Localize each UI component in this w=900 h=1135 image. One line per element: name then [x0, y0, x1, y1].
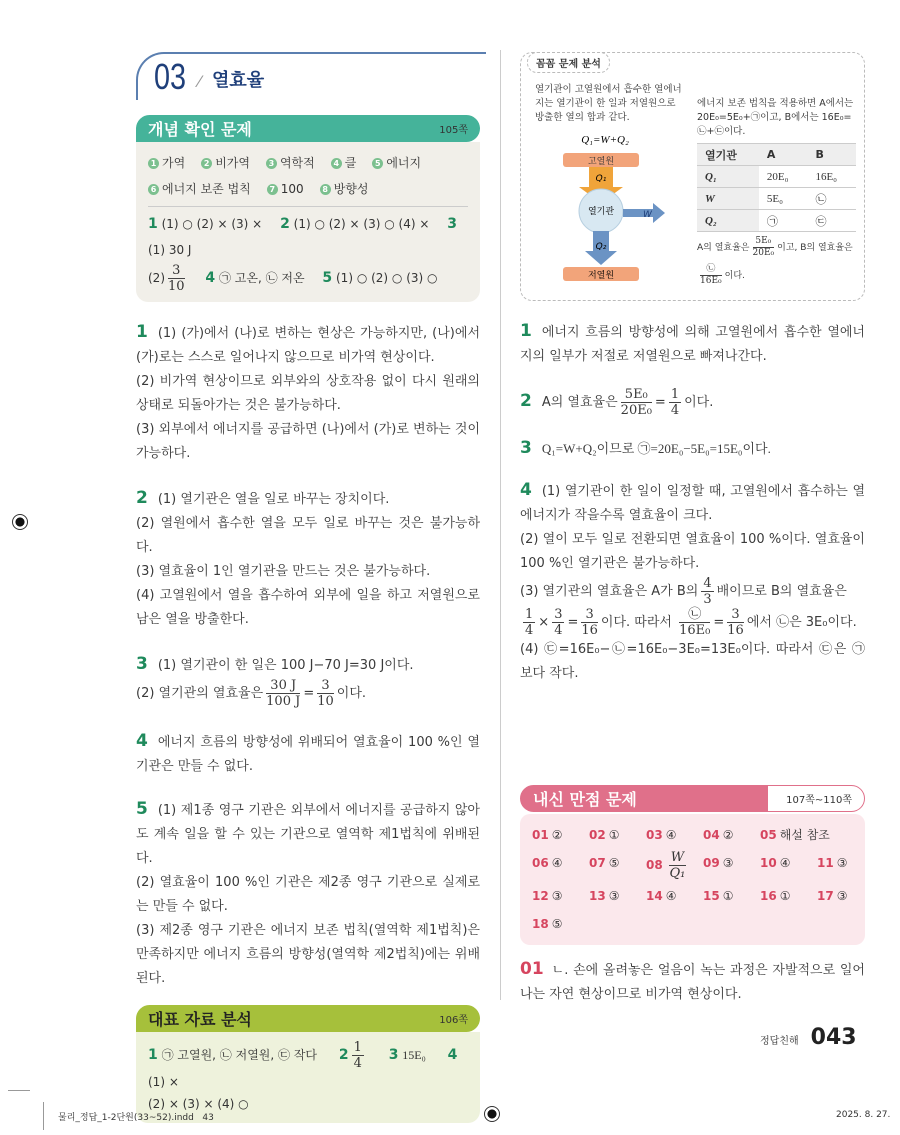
circled-number-icon: 2 — [201, 158, 212, 169]
slash-divider: ⁄ — [198, 72, 201, 91]
exam-answer-item: 01 ② — [532, 828, 563, 842]
footer-page — [760, 1025, 857, 1050]
exam-answer-item: 11 ③ — [817, 856, 848, 870]
exam-answer-item: 02 ① — [589, 828, 620, 842]
data-analysis-section — [136, 991, 480, 1123]
concept-page: 105쪽 — [439, 125, 468, 136]
table-cell: Q₂ — [697, 210, 759, 232]
svg-text:Q₂: Q₂ — [595, 242, 607, 252]
explanation-5: 5 (1) 제1종 영구 기관은 외부에서 에너지를 공급하지 않아도 계속 일을 할 수 있는 기관으로 열역학 제1법칙에 위배된다. (2) 열효율이 100 %인 기관은 제2종 영구 기관으로 실제로는 만들 수 없다. (3) 제2종 영구 기관은 에너지 보존 법칙(열역학 제1법칙)은 만족하지만 에너지 흐름의 방향성(열역학 제2법칙)에는 위배된다. — [136, 799, 480, 986]
circled-number-icon: 3 — [266, 158, 277, 169]
exam-answer-item: 05 해설 참조 — [760, 828, 830, 842]
exam-answers-box — [520, 814, 865, 945]
circled-number-icon: 6 — [148, 184, 159, 195]
table-header: B — [807, 144, 856, 166]
answer-3b: (2) — [148, 271, 165, 285]
exam-answer-item: 03 ④ — [646, 828, 677, 842]
explanation-2: 2 (1) 열기관은 열을 일로 바꾸는 장치이다. (2) 열원에서 흡수한 열을 모두 일로 바꾸는 것은 불가능하다. (3) 열효율이 1인 열기관을 만드는 것은 불가능하다. (4) 고열원에서 열을 흡수하여 외부에 일을 하고 저열원으로 남은 열을 방출한다. — [136, 488, 480, 627]
exam-answer-item: 07 ⑤ — [589, 856, 620, 870]
explanation-r4: 4 (1) 열기관이 한 일이 일정할 때, 고열원에서 흡수하는 열에너지가 작을수록 열효율이 크다. (2) 열이 모두 일로 전환되면 열효율이 100 %이다. 열효율이 100 %인 열기관은 불가능하다. (3) 열기관의 열효율은 A가 B의 $\frac{4}{3}$ 배이므로 B의 열효율은 $\frac{1}{4}$ × $\frac{3}{4}$ = $\frac{3}{16}$ 이다. 따라서 $\frac{㉡}{\text{16E₀}}$ = $\frac{3}{16}$ 에서 ㉡은 3E₀이다. (4) ㉢=16E₀−㉡=16E₀−3E₀=13E₀이다. 따라서 ㉢은 ㉠보다 작다. — [520, 480, 865, 681]
svg-text:열기관: 열기관 — [587, 207, 615, 217]
blank-answer: 7 100 — [267, 176, 304, 202]
table-cell: ㉡ — [807, 188, 856, 210]
data-analysis-box: 1 ㉠ 고열원, ㉡ 저열원, ㉢ 작다 2 $\frac{1}{4}$ 3 15E₀ 4 (1) × (2) × (3) × (4) ○ — [136, 1032, 480, 1123]
exam-banner — [520, 785, 865, 812]
explanation-r3: 3 Q₁=W+Q₂이므로 ㉠=20E₀−5E₀=15E₀이다. — [520, 438, 771, 458]
exam-answer-item: 10 ④ — [760, 856, 791, 870]
page-number: 043 — [810, 1025, 857, 1050]
table-row — [697, 188, 856, 210]
exam-answer-item: 13 ③ — [589, 889, 620, 903]
print-filename: 물리_정답_1-2단원(33~52).indd 43 — [58, 1113, 214, 1123]
right-explanations — [520, 319, 865, 686]
table-cell: 16E₀ — [807, 166, 856, 188]
chapter-number: 03 — [154, 56, 187, 97]
exam-answer-item: 04 ② — [703, 828, 734, 842]
crop-mark — [8, 1090, 30, 1091]
table-cell: ㉢ — [807, 210, 856, 232]
left-explanations — [136, 320, 480, 991]
problem-analysis-box — [520, 52, 865, 301]
blank-answer: 4 클 — [331, 150, 357, 176]
blank-answers — [148, 150, 468, 207]
footer-label: 정답친해 — [760, 1036, 799, 1047]
svg-text:Q₁: Q₁ — [595, 174, 607, 184]
analysis-title: 꼼꼼 문제 분석 — [527, 52, 610, 73]
crop-mark-vertical — [43, 1102, 44, 1130]
data-analysis-title: 대표 자료 분석 — [148, 1010, 252, 1029]
blank-answer: 1 가역 — [148, 150, 185, 176]
data-analysis-page: 106쪽 — [439, 1015, 468, 1026]
blank-answer: 8 방향성 — [320, 176, 369, 202]
explanation-4: 4 에너지 흐름의 방향성에 위배되어 열효율이 100 %인 열기관은 만들 수 없다. — [136, 731, 480, 774]
concept-box — [136, 142, 480, 302]
circled-number-icon: 4 — [331, 158, 342, 169]
concept-title: 개념 확인 문제 — [148, 120, 252, 139]
exam-answer-item: 12 ③ — [532, 889, 563, 903]
exam-answer-item: 17 ③ — [817, 889, 848, 903]
analysis-note: 에너지 보존 법칙을 적용하면 A에서는 20E₀=5E₀+㉠이고, B에서는 16E₀=㉡+㉢이다. — [697, 98, 854, 137]
analysis-right — [697, 83, 856, 290]
table-row — [697, 166, 856, 188]
blank-answer: 5 에너지 — [372, 150, 421, 176]
answer-4: ㉠ 고온, ㉡ 저온 — [218, 271, 305, 285]
exam-section — [520, 771, 865, 1007]
table-cell: 5E₀ — [759, 188, 808, 210]
table-cell: ㉠ — [759, 210, 808, 232]
table-cell: 20E₀ — [759, 166, 808, 188]
exam-answer-item: 18 ⑤ — [532, 917, 563, 931]
circled-number-icon: 5 — [372, 158, 383, 169]
answer-1: (1) ○ (2) × (3) × — [161, 217, 263, 231]
exam-answer-item: 14 ④ — [646, 889, 677, 903]
exam-answer-item: 06 ④ — [532, 856, 563, 870]
chapter-title: 열효율 — [212, 70, 265, 91]
exam-answer-item: 16 ① — [760, 889, 791, 903]
blank-answer: 6 에너지 보존 법칙 — [148, 176, 251, 202]
circled-number-icon: 8 — [320, 184, 331, 195]
concept-check-section — [136, 115, 480, 302]
answer-5: (1) ○ (2) ○ (3) ○ — [336, 271, 438, 285]
blank-answer: 2 비가역 — [201, 150, 250, 176]
explanation-3: 3 (1) 열기관이 한 일은 100 J−70 J=30 J이다. (2) 열기관의 열효율은 $\frac{30 J}{100 J}$ = $\frac{3}{10}$ 이다. — [136, 654, 414, 709]
print-date: 2025. 8. 27. — [836, 1110, 891, 1120]
heat-engine-diagram — [553, 131, 683, 283]
exam-answer-item: 15 ① — [703, 889, 734, 903]
column-divider — [500, 50, 501, 1000]
table-cell: Q₁ — [697, 166, 759, 188]
explanation-r2: 2 A의 열효율은 $\frac{\text{5E₀}}{\text{20E₀}}$ = $\frac{1}{4}$ 이다. — [520, 387, 714, 418]
exam-explanation-01: 01 ㄴ. 손에 올려놓은 얼음이 녹는 과정은 자발적으로 일어나는 자연 현상이므로 비가역 현상이다. — [520, 959, 865, 1002]
fraction: $\frac{3}{10}$ — [168, 263, 185, 294]
efficiency-note: A의 열효율은 $\frac{\text{5E₀}}{\text{20E₀}}$ 이고, B의 열효율은 $\frac{㉡}{\text{16E₀}}$ 이다. — [697, 236, 853, 286]
left-column — [136, 115, 480, 1111]
exam-page: 107쪽~110쪽 — [786, 795, 852, 806]
exam-answer-item: 08 $\frac{W}{\text{Q₁}}$ — [646, 850, 686, 881]
blank-answer: 3 역학적 — [266, 150, 315, 176]
answer-2: (1) ○ (2) × (3) ○ (4) × — [293, 217, 430, 231]
engine-table — [697, 143, 856, 232]
answer-3a: (1) 30 J — [148, 243, 192, 257]
exam-answer-item: 09 ③ — [703, 856, 734, 870]
svg-text:W: W — [643, 210, 652, 220]
registration-mark-icon — [484, 1106, 500, 1122]
explanation-r1: 1 에너지 흐름의 방향성에 의해 고열원에서 흡수한 열에너지의 일부가 저절로 저열원으로 빠져나간다. — [520, 321, 865, 364]
data-analysis-banner — [136, 1005, 480, 1032]
table-cell: W — [697, 188, 759, 210]
svg-text:고열원: 고열원 — [587, 157, 615, 167]
table-header: 열기관 — [697, 144, 759, 166]
concept-answers: 1 (1) ○ (2) × (3) × 2 (1) ○ (2) × (3) ○ (4) × 3 (1) 30 J (2) $\frac{3}{10}$ 4 ㉠ 고온, ㉡ 저온 5 (1) ○ (2) ○ (3) ○ — [148, 216, 457, 294]
right-column — [520, 52, 865, 1007]
analysis-description: 열기관이 고열원에서 흡수한 열에너지는 열기관이 한 일과 저열원으로 방출한 열의 합과 같다. — [535, 84, 682, 123]
analysis-left — [535, 83, 687, 290]
exam-title: 내신 만점 문제 — [533, 790, 637, 809]
chapter-header — [136, 52, 486, 100]
circled-number-icon: 1 — [148, 158, 159, 169]
formula: Q₁=W+Q₂ — [581, 134, 629, 146]
svg-text:저열원: 저열원 — [587, 271, 615, 281]
registration-mark-left-icon — [12, 514, 28, 530]
concept-banner — [136, 115, 480, 142]
table-header: A — [759, 144, 808, 166]
circled-number-icon: 7 — [267, 184, 278, 195]
explanation-1: 1 (1) (가)에서 (나)로 변하는 현상은 가능하지만, (나)에서 (가)로는 스스로 일어나지 않으므로 비가역 현상이다. (2) 비가역 현상이므로 외부와의 상호작용 없이 다시 원래의 상태로 되돌아가는 것은 불가능하다. (3) 외부에서 에너지를 공급하면 (나)에서 (가)로 변하는 것이 가능하다. — [136, 322, 480, 461]
table-row — [697, 210, 856, 232]
